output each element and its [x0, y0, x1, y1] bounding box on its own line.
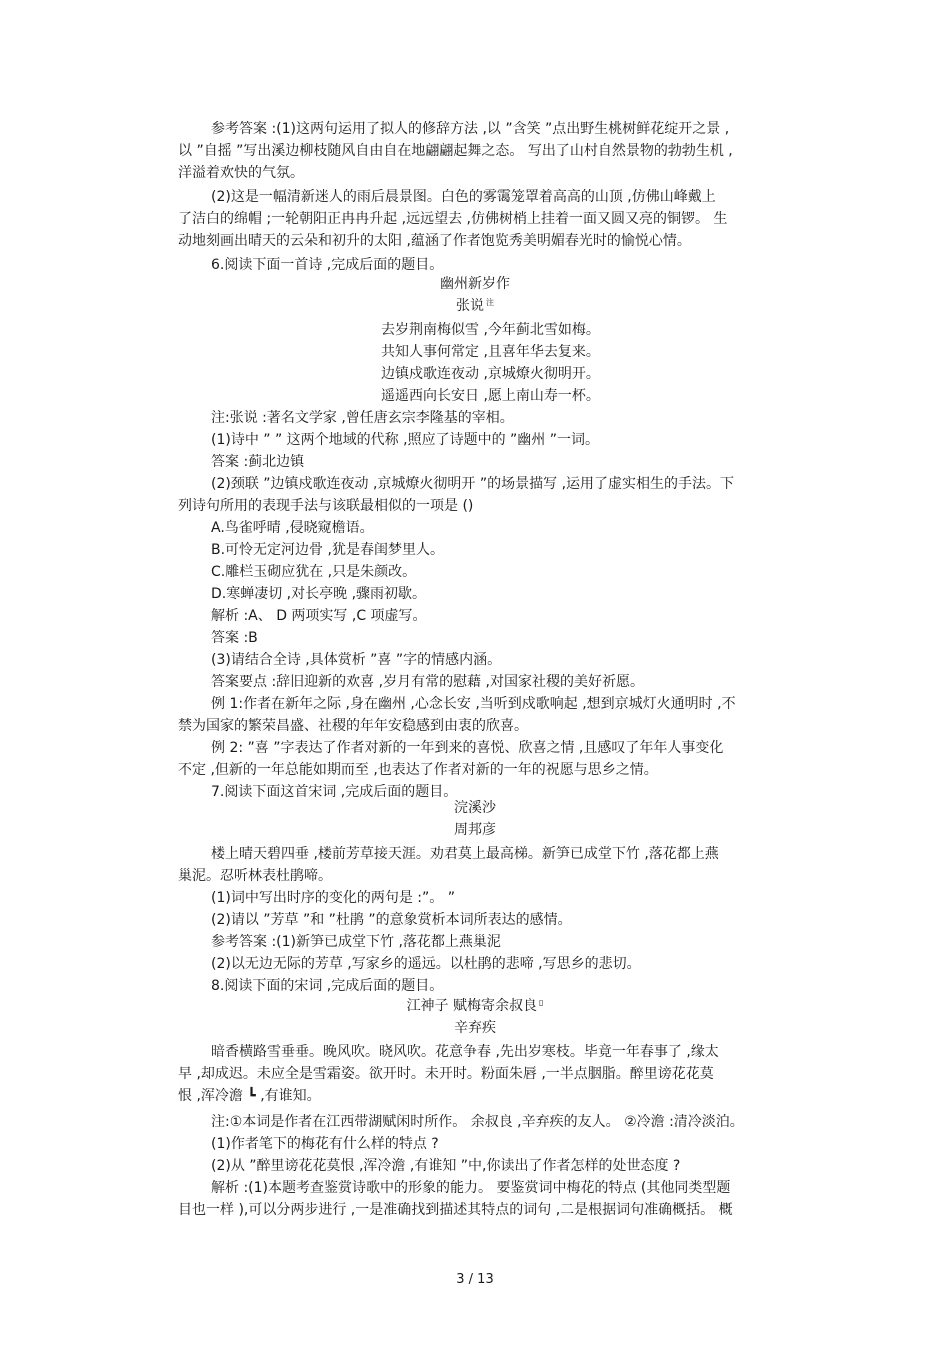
text-line: 参考答案 :(1)新笋已成堂下竹 ,落花都上燕巢泥 — [211, 934, 501, 950]
text-line: C.雕栏玉砌应犹在 ,只是朱颜改。 — [211, 564, 417, 580]
text-line: 巢泥。忍听林表杜鹃啼。 — [178, 868, 332, 884]
text-line: (2)颈联 ”边镇戍歌连夜动 ,京城燎火彻明开 ”的场景描写 ,运用了虚实相生的手法。下 — [211, 476, 735, 492]
text-line: 7.阅读下面这首宋词 ,完成后面的题目。 — [211, 784, 458, 800]
centered-heading — [0, 275, 950, 293]
text-line: (1)作者笔下的梅花有什么样的特点 ? — [211, 1136, 439, 1152]
footnote-marker: 注 — [486, 298, 494, 307]
text-line: (2)这是一幅清新迷人的雨后晨景图。白色的雾霭笼罩着高高的山顶 ,仿佛山峰戴上 — [211, 189, 716, 205]
text-line: (1)诗中 ” ” 这两个地域的代称 ,照应了诗题中的 ”幽州 ”一词。 — [211, 432, 599, 448]
text-line: 例 1:作者在新年之际 ,身在幽州 ,心念长安 ,当听到戍歌响起 ,想到京城灯火通明时 ,不 — [211, 696, 736, 712]
text-line: 列诗句所用的表现手法与该联最相似的一项是 () — [178, 498, 474, 514]
text-line: 恨 ,浑冷澹 ┗ ,有谁知。 — [178, 1088, 321, 1104]
text-line: 参考答案 :(1)这两句运用了拟人的修辞方法 ,以 ”含笑 ”点出野生桃树鲜花绽开之景 , — [211, 121, 730, 137]
text-line: 洋溢着欢快的气氛。 — [178, 165, 304, 181]
text-line: 禁为国家的繁荣昌盛、社稷的年年安稳感到由衷的欣喜。 — [178, 718, 528, 734]
centered-heading — [0, 997, 950, 1015]
text-line: B.可怜无定河边骨 ,犹是春闺梦里人。 — [211, 542, 444, 558]
text-line: 了洁白的绵帽 ;一轮朝阳正冉冉升起 ,远远望去 ,仿佛树梢上挂着一面又圆又亮的铜锣。 生 — [178, 211, 728, 227]
heading-text: 浣溪沙 — [454, 800, 496, 816]
heading-text: 辛弃疾 — [454, 1020, 496, 1036]
page-number: 3 / 13 — [456, 1272, 494, 1287]
text-line: A.鸟雀呼晴 ,侵晓窥檐语。 — [211, 520, 374, 536]
text-line: 遥遥西向长安日 ,愿上南山寿一杯。 — [381, 388, 600, 404]
text-line: (3)请结合全诗 ,具体赏析 ”喜 ”字的情感内涵。 — [211, 652, 502, 668]
text-line: 例 2: ”喜 ”字表达了作者对新的一年到来的喜悦、欣喜之情 ,且感叹了年年人事变化 — [211, 740, 724, 756]
text-line: 目也一样 ),可以分两步进行 ,一是准确找到描述其特点的词句 ,二是根据词句准确概括。 概 — [178, 1202, 733, 1218]
text-line: 共知人事何常定 ,且喜年华去复来。 — [381, 344, 600, 360]
text-line: 楼上晴天碧四垂 ,楼前芳草接天涯。劝君莫上最高梯。新笋已成堂下竹 ,落花都上燕 — [211, 846, 719, 862]
text-line: 8.阅读下面的宋词 ,完成后面的题目。 — [211, 978, 444, 994]
text-line: 以 ”自摇 ”写出溪边柳枝随风自由自在地翩翩起舞之态。 写出了山村自然景物的勃勃生机 , — [178, 143, 733, 159]
text-line: 答案 :蓟北边镇 — [211, 454, 305, 470]
text-line: 解析 :A、 D 两项实写 ,C 项虚写。 — [211, 608, 427, 624]
centered-heading — [0, 821, 950, 839]
heading-text: 江神子 赋梅寄余叔良 — [406, 998, 538, 1014]
heading-text: 张说 — [456, 298, 484, 314]
centered-heading — [0, 1019, 950, 1037]
text-line: 答案 :B — [211, 630, 258, 646]
text-line: D.寒蝉凄切 ,对长亭晚 ,骤雨初歇。 — [211, 586, 427, 602]
text-line: 动地刻画出晴天的云朵和初升的太阳 ,蕴涵了作者饱览秀美明媚春光时的愉悦心情。 — [178, 233, 691, 249]
text-line: 注:①本词是作者在江西带湖赋闲时所作。 余叔良 ,辛弃疾的友人。 ②冷澹 :清冷淡泊。 — [211, 1114, 744, 1130]
text-line: (1)词中写出时序的变化的两句是 :”。 ” — [211, 890, 455, 906]
centered-heading — [0, 799, 950, 817]
heading-text: 幽州新岁作 — [440, 276, 510, 292]
text-line: 解析 :(1)本题考查鉴赏诗歌中的形象的能力。 要鉴赏词中梅花的特点 (其他同类型题 — [211, 1180, 731, 1196]
text-line: 答案要点 :辞旧迎新的欢喜 ,岁月有常的慰藉 ,对国家社稷的美好祈愿。 — [211, 674, 644, 690]
text-line: (2)从 ”醉里谤花花莫恨 ,浑冷澹 ,有谁知 ”中,你读出了作者怎样的处世态度 ? — [211, 1158, 681, 1174]
text-line: 去岁荆南梅似雪 ,今年蓟北雪如梅。 — [381, 322, 600, 338]
text-line: 6.阅读下面一首诗 ,完成后面的题目。 — [211, 257, 444, 273]
text-line: 早 ,却成迟。未应全是雪霜姿。欲开时。未开时。粉面朱唇 ,一半点胭脂。醉里谤花花莫 — [178, 1066, 714, 1082]
centered-heading — [0, 297, 950, 315]
text-line: 注:张说 :著名文学家 ,曾任唐玄宗李隆基的宰相。 — [211, 410, 514, 426]
text-line: 暗香横路雪垂垂。晚风吹。晓风吹。花意争春 ,先出岁寒枝。毕竟一年春事了 ,缘太 — [211, 1044, 719, 1060]
heading-text: 周邦彦 — [454, 822, 496, 838]
text-line: (2)请以 ”芳草 ”和 ”杜鹃 ”的意象赏析本词所表达的感情。 — [211, 912, 572, 928]
text-line: (2)以无边无际的芳草 ,写家乡的遥远。以杜鹃的悲啼 ,写思乡的悲切。 — [211, 956, 641, 972]
text-line: 不定 ,但新的一年总能如期而至 ,也表达了作者对新的一年的祝愿与思乡之情。 — [178, 762, 658, 778]
text-line: 边镇戍歌连夜动 ,京城燎火彻明开。 — [381, 366, 600, 382]
footnote-marker: ▯ — [539, 998, 544, 1007]
